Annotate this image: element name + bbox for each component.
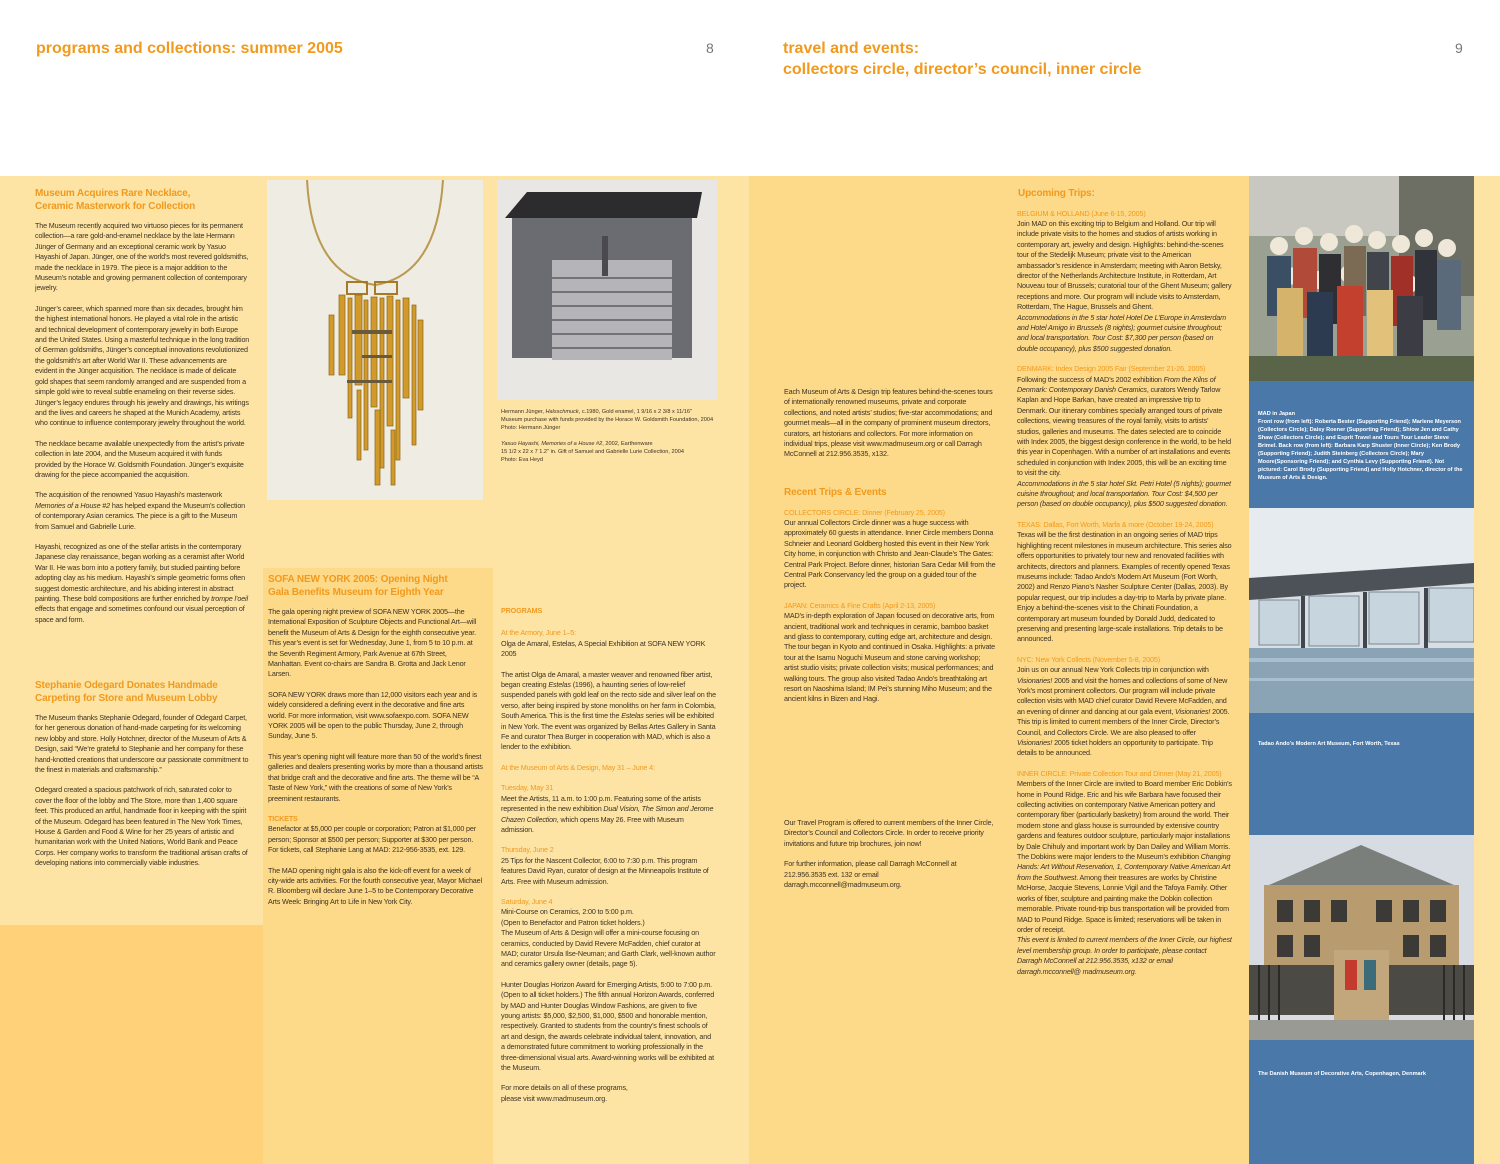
text-line: For more details on all of these programs,	[501, 1083, 628, 1093]
paragraph: This year’s opening night will feature more than 50 of the world’s finest galleries and dealers presenting works by more than a thousand artists that bridge craft and the decorative and fine arts. The theme will be “A Taste of New York,” with the creations of some of New York’s preeminent restaurants.	[268, 751, 483, 803]
caption-text: Front row (from left): Roberta Bester (Supporting Friend); Marlene Meyerson (Collectors Circle); Daisy Roener (Supporting Friend); Shiow Jen and Cathy Shaw (Collectors Circle); and Esprit Travel and Tours Tour Leader Steve Brimel. Back row (from left): Barbara Karp Shuster (Inner Circle); Ken Brody (Supporting Friend); Judith Steinberg (Collectors Circle); Mary Moore(Sponsoring Friend); and Cynthia Levy (Supporting Friend). Not pictured: Carol Brody (Supporting Friend) and Holly Hotchner, director of the Museum of Arts & Design.	[1258, 419, 1463, 481]
danish-museum-photo	[1249, 835, 1474, 1040]
hayashi-photo	[497, 180, 717, 400]
japan-heading: JAPAN: Ceramics & Fine Crafts (April 2-13, 2005)	[784, 600, 936, 610]
text: The artist Olga de Amaral, a master weaver and renowned fiber artist, began creating	[501, 669, 713, 690]
caption-text: , c.1980, Gold enamel, 1 9/16 x 2 3/8 x 11/16"	[578, 409, 692, 415]
paragraph: The necklace became available unexpectedly from the artist’s private collection in late 2004, and the Museum acquired it with funds provided by the Horace W. Goldsmith Foundation. Jünger’s exquisite drawing for the piece accompanied the acquisition.	[35, 438, 245, 479]
tickets-text: Benefactor at $5,000 per couple or corporation; Patron at $1,000 per person; Sponsor at $500 per person; Supporter at $300 per person. For tickets, call Stephanie Lang at MAD: 212-956-3535, ext. 129.	[268, 824, 476, 855]
text: , curators Wendy Tarlow Kaplan and Hope Barkan, have created an impressive trip to Denmark. Our itinerary combines specially arranged tours of private collections, viewing treasures of the royal family, visits to artists’ studios, galleries and museums. The dates selected are to coincide with Index 2005, the biggest design conference in the world, to be held this year in Copenhagen. With a number of art installations and events scheduled in conjunction with Index 2005, this will be an exciting time to visit the city.	[1017, 385, 1231, 478]
necklace-photo	[267, 180, 483, 500]
title-line: Carpeting for Store and Museum Lobby	[35, 692, 218, 704]
text: (1996), a haunting series of low-relief suspended panels with gold leaf on the recto side and silver leaf on the verso, after being inspired by stone monoliths on her farm in Colombia, South America. This is the first time the	[501, 680, 716, 721]
paragraph: Our Travel Program is offered to current members of the Inner Circle, Director’s Council and Collectors Circle. In order to receive priority invitations and future trip brochures, join now!	[784, 818, 994, 848]
caption-title: MAD in Japan	[1258, 411, 1295, 417]
paragraph: Join MAD on this exciting trip to Belgium and Holland. Our trip will include private visits to the homes and studios of artists working in contemporary art, jewelry and design. Highlights: behind-the-scenes tour of the Stedelijk Museum; private visit to the American ambassador’s residence in Amsterdam; meeting with Aaron Betsky, director of the Netherlands Architecture Institute, in Rotterdam, Art Nouveau tour of Brussels; curatorial tour of the Ghent Museum; gallery receptions and more. Our program will include visits to Amsterdam, Rotterdam, The Hague, Brussels and Ghent.	[1017, 218, 1232, 312]
nyc-heading: NYC: New York Collects (November 5-8, 2005)	[1017, 654, 1160, 664]
caption-photo: Photo: Hermann Jünger	[501, 425, 561, 431]
modern-art-museum-image	[1249, 508, 1474, 713]
danish-photo-caption: The Danish Museum of Decorative Arts, Copenhagen, Denmark	[1258, 1071, 1426, 1077]
carpet-article	[35, 680, 250, 879]
programs-column	[501, 606, 716, 1104]
necklace-article-title	[35, 188, 250, 213]
bottom-left-panel	[0, 925, 263, 1164]
museum-heading: At the Museum of Arts & Design, May 31 – June 4:	[501, 762, 655, 772]
left-page-number: 8	[706, 40, 714, 56]
italic-text: Memories of a House #2	[35, 500, 111, 510]
title-line: Ceramic Masterwork for Collection	[35, 200, 196, 212]
right-page-title-line2: collectors circle, director’s council, inner circle	[783, 61, 1142, 78]
text-line: please visit www.madmuseum.org.	[501, 1093, 607, 1103]
text: Join us on our annual New York Collects trip in conjunction with	[1017, 665, 1209, 675]
text: effects that engage and sometimes confound our visual perception of space and form.	[35, 604, 245, 624]
right-page-number: 9	[1455, 40, 1463, 56]
italic-text: Estelas	[548, 680, 571, 690]
paragraph: MAD’s in-depth exploration of Japan focused on decorative arts, from ancient, traditional work and techniques in ceramic, bamboo basket and glass to contemporary, cutting edge art, architecture and design. The tour began in Kyoto and continued in Osaka. Highlights: a private tour at the Isamu Noguchi Museum and stone carving workshop; artist studio visits; private collection visits; musical performances; and walking tours. The group also visited Tadao Ando’s breathtaking art resort on Naoshima Island; IM Pei’s stunning Miho Museum; and the ancient kilns in Bizen and Hagi.	[784, 611, 996, 704]
caption-italic: Memories of a House #2	[541, 441, 603, 447]
caption-credit: 15 1/2 x 22 x 7 1.2" in. Gift of Samuel and Gabrielle Lurie Collection, 2004	[501, 449, 684, 455]
text: 2005 ticket holders an opportunity to participate. Trip details to be announced.	[1017, 738, 1213, 758]
armory-heading: At the Armory, June 1–5:	[501, 628, 576, 638]
paragraph: Jünger’s career, which spanned more than six decades, brought him the highest international honors. He played a vital role in the artistic and technical development of contemporary jewelry in both Europe and the United States. Using a masterful technique in the long tradition of German goldsmiths, Jünger’s conceptual innovations revolutionized the goldsmith’s art after World War II. These advancements are evident in the Jünger acquisition. The necklace is made of delicate gold shapes that seem randomly arranged and are suspended from a simple gold wire to reveal subtle enameling on their reverse sides. Jünger’s legacy endures through his jewelry and drawings, his writings and the lives and careers he shaped at the Munich Academy, artists who continue to influence contemporary jewelry throughout the world.	[35, 303, 250, 428]
tuesday-heading: Tuesday, May 31	[501, 783, 554, 793]
thursday-heading: Thursday, June 2	[501, 845, 554, 855]
paragraph: Texas will be the first destination in an ongoing series of MAD trips highlighting recent milestones in museum architecture. This series also offers opportunities to privately tour new and renovated facilities with architects, directors and planners. Examples of recently opened Texas museums include: Tadao Ando’s Modern Art Museum (Fort Worth, 2002) and Renzo Piano’s Nasher Sculpture Center (Dallas, 2003). By popular request, our trip includes a day-trip to Marfa by private plane. Enjoy a behind-the-scenes visit to the Chinati Foundation, a contemporary art museum founded by Donald Judd, dedicated to preserving and presenting large-scale installations. Trip details to be announced.	[1017, 530, 1232, 644]
paragraph	[501, 670, 716, 753]
paragraph	[1017, 779, 1232, 935]
tickets-heading: TICKETS	[268, 813, 298, 823]
sofa-article	[268, 574, 483, 917]
caption-italic: Halsschmuck	[545, 409, 579, 415]
italic-text: trompe l’oeil	[211, 594, 248, 603]
caption-text: Hermann Jünger,	[501, 409, 546, 415]
paragraph: Odegard created a spacious patchwork of rich, saturated color to cover the floor of the lobby and The Store, more than 1,400 square feet. This produced an artful, handmade floor in keeping with the spirit of the Museum. Odegard has been featured in The New York Times, House & Garden and Food & Wine for her 25 years of artistic and humanitarian work with the United Nations, World Bank and Peace Corps. Her company works to transform the traditional artisan crafts of developing nations into commercially viable industries.	[35, 785, 248, 868]
paragraph: Hunter Douglas Horizon Award for Emerging Artists, 5:00 to 7:00 p.m. (Open to all ticket holders.) The fifth annual Horizon Awards, conferred by MAD and Hunter Douglas Window Fashions, are given to five young artists: $5,000, $2,500, $1,000, $500 and honorable mention, respectively. Granted to students from the country’s finest schools of art and design, the awards celebrate individual talent, innovation, and a demonstrated future commitment to working professionally in the three-dimensional visual arts. Award-winning works will be exhibited at the Museum.	[501, 979, 715, 1073]
title-line: Stephanie Odegard Donates Handmade	[35, 680, 218, 691]
saturday-heading: Saturday, June 4	[501, 896, 553, 906]
text: series will be exhibited in New York. The event was organized by Bellas Artes Gallery in Santa Fe and curator Thea Burger in cooperation with MAD, which is also a lender to the exhibition.	[501, 711, 716, 752]
italic-text: Dual Vision, The Simon and Jerome Chazen Collection	[501, 804, 714, 824]
caption-text: Yasuo Hayashi,	[501, 441, 542, 447]
text: , which opens May 26. Free with Museum admission.	[501, 814, 684, 834]
group-photo	[1249, 176, 1474, 381]
paragraph	[35, 490, 250, 532]
paragraph: SOFA NEW YORK draws more than 12,000 visitors each year and is widely considered a defining event in the decorative and fine arts world. For more information, visit www.sofaexpo.com. SOFA NEW YORK 2005 will be open to the public Thursday, June 2, through Sunday, June 5.	[268, 689, 478, 741]
paragraph: For further information, please call Darragh McConnell at 212.956.3535 ext. 132 or email darragh.mcconnell@madmuseum.org.	[784, 859, 957, 890]
upcoming-trips	[1017, 188, 1232, 987]
programs-heading: PROGRAMS	[501, 606, 543, 615]
paragraph: 25 Tips for the Nascent Collector, 6:00 to 7:30 p.m. This program features David Ryan, curator of design at the Minneapolis Institute of Arts. Free with Museum admission.	[501, 855, 709, 886]
denmark-heading: DENMARK: Index Design 2005 Fair (September 21-26, 2005)	[1017, 364, 1206, 374]
recent-trips-heading: Recent Trips & Events	[784, 487, 887, 498]
belgium-heading: BELGIUM & HOLLAND (June 6-15, 2005)	[1017, 208, 1146, 218]
texas-heading: TEXAS: Dallas, Fort Worth, Marfa & more (October 19-24, 2005)	[1017, 519, 1214, 529]
danish-museum-image	[1249, 835, 1474, 1040]
text: 2005 and visit the homes and collections of some of New York’s most prominent collectors. Our program will include private collection visits with MAD chief curator David Revere McFadden, and an evening of dinner and dancing at our gala event,	[1017, 675, 1228, 716]
caption-text: , 2002, Earthenware	[602, 441, 653, 447]
title-line: SOFA NEW YORK 2005: Opening Night	[268, 574, 448, 585]
paragraph: The gala opening night preview of SOFA NEW YORK 2005—the International Exposition of Sculpture Objects and Functional Art—will benefit the Museum of Arts & Design for the eighth consecutive year. This year’s event is set for Wednesday, June 1, from 5 to 10 p.m. at the Seventh Regiment Armory, Park Avenue at 67th Street, Manhattan. Event co-chairs are Sandra B. Grotta and Jack Lenor Larsen.	[268, 607, 477, 679]
ando-museum-photo	[1249, 508, 1474, 713]
inner-circle-heading: INNER CIRCLE: Private Collection Tour and Dinner (May 21, 2005)	[1017, 768, 1222, 778]
paragraph	[1017, 665, 1232, 759]
collectors-circle-heading: COLLECTORS CIRCLE: Dinner (February 25, 2005)	[784, 507, 945, 517]
paragraph	[501, 794, 716, 836]
carpet-article-title	[35, 680, 250, 705]
text: Hayashi, recognized as one of the stellar artists in the contemporary Japanese clay renaissance, began working as a ceramist after World War II. He was born into a pottery family, but studied painting before adopting clay as his medium. Hayashi’s simple geometric forms often suggest domestic architecture, and his abiding interest in abstract painting. These bold compositions are further enriched by	[35, 541, 245, 603]
title-line: Museum Acquires Rare Necklace,	[35, 188, 191, 199]
text: . Among their treasures are works by Christine McHorse, Jacquie Stevens, Lonnie Vigil and the Tafoya Family. Other works of fiber, sculpture and painting make the Dobkin collection memorable. Private round-trip bus transportation will be provided from MAD to Pound Ridge. Space is limited; reservations will be taken in order of receipt.	[1017, 872, 1230, 934]
italic-text: Estelas	[621, 711, 644, 721]
jungar-caption	[501, 408, 716, 464]
text: has helped expand the Museum’s collection of contemporary Asian ceramics. The piece is a gift to the Museum from Samuel and Gabrielle Lurie.	[35, 500, 246, 531]
travel-program	[784, 818, 996, 900]
text: Following the success of MAD’s 2002 exhibition	[1017, 374, 1164, 384]
caption-credit: Museum purchase with funds provided by the Horace W. Goldsmith Foundation, 2004	[501, 417, 714, 423]
paragraph: Our annual Collectors Circle dinner was a huge success with approximately 60 guests in attendance. Inner Circle members Donna Schneier and Leonard Goldberg hosted this event in their New York City home, in conjunction with Christo and Jean-Claude’s The Gates: Central Park Project. Before dinner, historian Sara Cedar Mill from the Central Park Conservancy led the group on a guided tour of the project.	[784, 517, 996, 590]
ceramic-house-image	[497, 180, 717, 400]
text: 2005. This trip is limited to current members of the Inner Circle, Director’s Council, and Collectors Circle. We are also pleased to offer	[1017, 706, 1230, 737]
text: Members of the Inner Circle are invited to Board member Eric Dobkin’s home in Pound Ridge. Eric and his wife Barbara have focused their collecting activities on contemporary Native American pottery and contemporary fiber (particularly basketry) from around the world. Their modern stone and glass house is surrounded by extensive country gardens and features outdoor sculpture, particularly major installations by Dale Chihuly and important work by Dan Dailey and William Morris. The Dobkins were major lenders to the Museum’s exhibition	[1017, 779, 1232, 862]
ando-photo-caption: Tadao Ando’s Modern Art Museum, Fort Worth, Texas	[1258, 741, 1400, 747]
travel-intro	[784, 387, 996, 470]
italic-paragraph: This event is limited to current members of the Inner Circle, our highest level membership group. In order to participate, please contact Darragh McConnell at 212.956.3535, x132 or email darragh.mcconnell@ madmuseum.org.	[1017, 935, 1232, 976]
italic-paragraph: Accommodations in the 5 star hotel Hotel De L’Europe in Amsterdam and Hotel Amigo in Brussels (8 nights); gourmet cuisine throughout; and local transportation. Tour Cost: $7,300 per person (based on double occupancy), plus $500 suggested donation.	[1017, 312, 1226, 353]
paragraph	[35, 542, 250, 625]
paragraph: The Museum of Arts & Design will offer a mini-course focusing on ceramics, conducted by David Revere McFadden, chief curator at MAD; curator Ursula Ilse-Neuman; and Garth Clark, well-known author and ceramics gallery owner (details, page 5).	[501, 928, 716, 969]
paragraph: The Museum thanks Stephanie Odegard, founder of Odegard Carpet, for her generous donation of hand-made carpeting for its welcoming new lobby and store. Holly Hotchner, director of the Museum of Arts & Design, said “We’re grateful to Stephanie and her company for these hand-knotted creations that underscore our passionate commitment to the finest in materials and craftsmanship.”	[35, 713, 249, 775]
text-line: (Open to Benefactor and Patron ticket holders.)	[501, 917, 645, 927]
text-line: Mini-Course on Ceramics, 2:00 to 5:00 p.m.	[501, 907, 634, 917]
sofa-article-title	[268, 574, 483, 599]
paragraph: The Museum recently acquired two virtuoso pieces for its permanent collection—a rare gold-and-enamel necklace by the late Hermann Jünger of Germany and an exceptional ceramic work by Yasuo Hayashi of Japan. Jünger, one of the world’s most revered goldsmiths, made the necklace in 1979. The piece is a major addition to the Museum’s notable and growing permanent collection of contemporary jewelry.	[35, 221, 249, 293]
japan-photo-caption	[1258, 410, 1468, 482]
paragraph	[1017, 375, 1232, 479]
italic-text: Visionaries!	[1175, 706, 1211, 716]
gold-necklace-image	[267, 180, 483, 500]
paragraph: Each Museum of Arts & Design trip features behind-the-scenes tours of internationally renowned museums, private and corporate collections, and noted artists’ studios; five-star accommodations; and gourmet meals—all in the company of prominent museum directors, curators, art historians and collectors. For more information on individual trips, please visit www.madmuseum.org or call Darragh McConnell at 212.956.3535, x132.	[784, 387, 993, 459]
text: The acquisition of the renowned Yasuo Hayashi’s masterwork	[35, 490, 223, 500]
left-page-title: programs and collections: summer 2005	[36, 40, 343, 57]
text: Meet the Artists, 11 a.m. to 1:00 p.m. Featuring some of the artists represented in the new exhibition	[501, 793, 701, 814]
paragraph: The MAD opening night gala is also the kick-off event for a week of city-wide arts activities. For the fourth consecutive year, Mayor Michael R. Bloomberg will declare June 1–5 to be Contemporary Decorative Arts Week: Bringing Art to Life in New York City.	[268, 865, 482, 906]
travel-group-image	[1249, 176, 1474, 381]
right-edge-strip	[1474, 176, 1500, 1164]
italic-paragraph: Accommodations in the 5 star hotel Skt. Petri Hotel (5 nights); gourmet cuisine throughout; and local transportation. Tour Cost: $4,500 per person (based on double occupancy), plus $500 suggested donation.	[1017, 478, 1231, 509]
recent-trips	[784, 487, 996, 715]
title-line: Gala Benefits Museum for Eighth Year	[268, 586, 444, 598]
necklace-article	[35, 188, 250, 635]
italic-text: From the Kilns of Denmark: Contemporary Danish Ceramics	[1017, 374, 1216, 394]
right-page-title-line1: travel and events:	[783, 40, 920, 57]
armory-text: Olga de Amaral, Estelas, A Special Exhibition at SOFA NEW YORK 2005	[501, 638, 706, 659]
italic-text: Visionaries!	[1017, 738, 1053, 747]
caption-photo: Photo: Eva Heyd	[501, 457, 543, 463]
italic-text: Changing Hands: Art Without Reservation, 1, Contemporary Native American Art from the Southwest	[1017, 852, 1231, 882]
italic-text: Visionaries!	[1017, 675, 1053, 685]
upcoming-trips-heading: Upcoming Trips:	[1018, 188, 1095, 199]
